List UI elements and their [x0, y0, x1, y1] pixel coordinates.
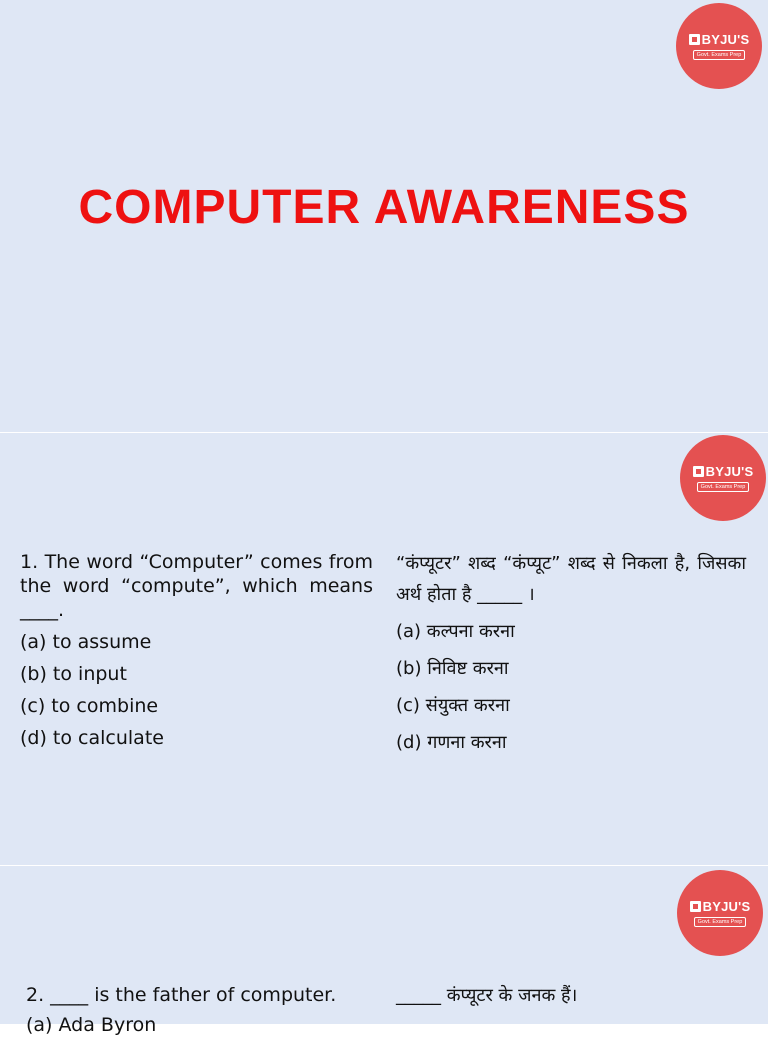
option-c-hindi: (c) संयुक्त करना	[396, 695, 510, 716]
logo-tagline: Govt. Exams Prep	[697, 482, 750, 492]
logo-brand-name: BYJU'S	[702, 899, 751, 914]
option-b-hindi: (b) निविष्ट करना	[396, 658, 509, 679]
byjus-logo-mark-icon	[689, 34, 700, 45]
question-text: 1. The word “Computer” comes from the word “compute”, which means ____.	[20, 551, 373, 621]
question-slide-1	[0, 433, 768, 865]
question-text-hindi: “कंप्यूटर” शब्द “कंप्यूट” शब्द से निकला है, जिसका अर्थ होता है _____ ।	[396, 553, 746, 605]
logo-brand-name: BYJU'S	[705, 464, 754, 479]
logo-tagline: Govt. Exams Prep	[694, 917, 747, 927]
question-text-hindi: _____ कंप्यूटर के जनक हैं।	[396, 985, 578, 1006]
byjus-logo	[676, 3, 762, 89]
option-a: (a) to assume	[20, 631, 152, 653]
question-slide-2	[0, 866, 768, 1036]
logo-brand-name: BYJU'S	[701, 32, 750, 47]
option-a: (a) Ada Byron	[26, 1014, 157, 1036]
question-1-english	[20, 550, 373, 750]
option-b: (b) to input	[20, 663, 127, 685]
byjus-logo	[677, 870, 763, 956]
cover-slide	[0, 0, 768, 432]
page-title: COMPUTER AWARENESS	[78, 181, 690, 234]
byjus-logo-mark-icon	[690, 901, 701, 912]
question-2-english	[26, 983, 366, 1037]
byjus-logo	[680, 435, 766, 521]
option-c: (c) to combine	[20, 695, 159, 717]
question-2-hindi	[396, 980, 736, 1011]
byjus-logo-mark-icon	[693, 466, 704, 477]
logo-tagline: Govt. Exams Prep	[693, 50, 746, 60]
option-d-hindi: (d) गणना करना	[396, 732, 507, 753]
option-a-hindi: (a) कल्पना करना	[396, 621, 515, 642]
option-d: (d) to calculate	[20, 727, 164, 749]
question-1-hindi	[396, 548, 746, 758]
question-text: 2. ____ is the father of computer.	[26, 984, 337, 1006]
